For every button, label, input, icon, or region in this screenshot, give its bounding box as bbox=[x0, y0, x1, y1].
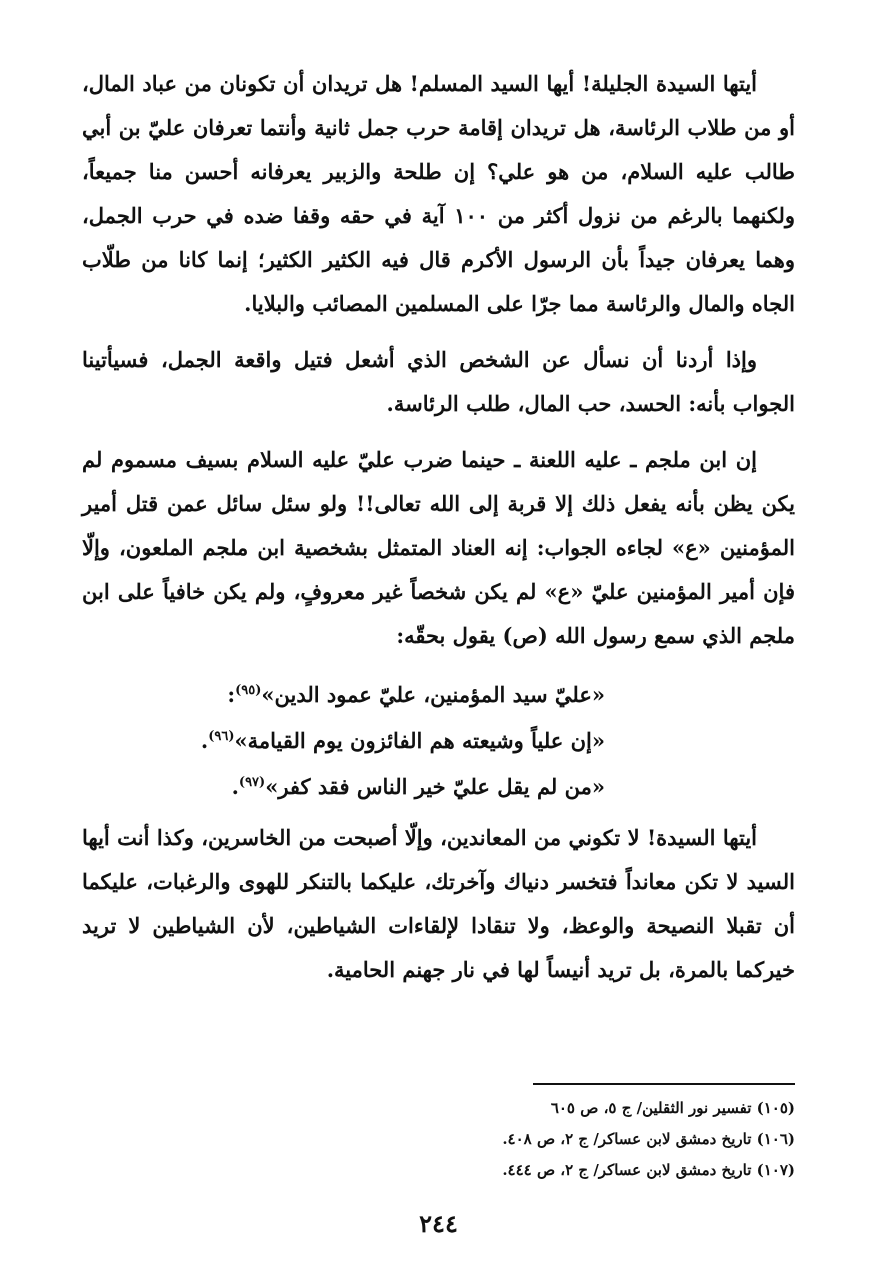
hadith-quotes bbox=[82, 670, 795, 808]
footnotes bbox=[82, 1093, 795, 1186]
paragraph-1 bbox=[82, 62, 795, 326]
hadith-2-ref: (٩٦) bbox=[208, 729, 235, 744]
page-number: ٢٤٤ bbox=[419, 1209, 458, 1238]
paragraph-2 bbox=[82, 338, 795, 426]
footnote-105: (١٠٥) تفسير نور الثقلين/ ج ٥، ص ٦٠٥ bbox=[550, 1099, 795, 1117]
paragraph-2-text: وإذا أردنا أن نسأل عن الشخص الذي أشعل فتيل واقعة الجمل، فسيأتينا الجواب بأنه: الحسد، حب المال، طلب الرئاسة. bbox=[82, 347, 795, 416]
hadith-1-text: «عليّ سيد المؤمنين، عليّ عمود الدين» bbox=[261, 682, 605, 707]
hadith-3-text: «من لم يقل عليّ خير الناس فقد كفر» bbox=[265, 774, 605, 799]
book-page bbox=[82, 62, 795, 1242]
hadith-2 bbox=[82, 716, 605, 762]
hadith-2-end: . bbox=[200, 728, 209, 753]
footnote-divider bbox=[533, 1083, 795, 1085]
paragraph-3-text: إن ابن ملجم ـ عليه اللعنة ـ حينما ضرب عليّ عليه السلام بسيف مسموم لم يكن يظن بأنه يفعل ذلك إلا قربة إلى الله تعالى!! ولو سئل سائل عمن قتل أمير المؤمنين «ع» لجاءه الجواب: إنه العناد المتمثل بشخصية ابن ملجم الملعون، وإلّا فإن أمير المؤمنين عليّ «ع» لم يكن شخصاً غير معروفٍ، ولم يكن خافياً على ابن ملجم الذي سمع رسول الله (ص) يقول بحقّه: bbox=[82, 447, 795, 648]
paragraph-4 bbox=[82, 816, 795, 992]
hadith-2-text: «إن علياً وشيعته هم الفائزون يوم القيامة» bbox=[234, 728, 605, 753]
paragraph-3 bbox=[82, 438, 795, 658]
paragraph-1-text: أيتها السيدة الجليلة! أيها السيد المسلم! هل تريدان أن تكونان من عباد المال، أو من طلاب الرئاسة، هل تريدان إقامة حرب جمل ثانية وأنتما تعرفان عليّ بن أبي طالب عليه السلام، من هو علي؟ إن طلحة والزبير يعرفانه أحسن منا جميعاً، ولكنهما بالرغم من نزول أكثر من ١٠٠ آية في حقه وقفا ضده في حرب الجمل، وهما يعرفان جيداً بأن الرسول الأكرم قال فيه الكثير الكثير؛ إنما كانا من طلّاب الجاه والمال والرئاسة مما جرّا على المسلمين المصائب والبلايا. bbox=[82, 71, 795, 316]
paragraph-4-text: أيتها السيدة! لا تكوني من المعاندين، وإلّا أصبحت من الخاسرين، وكذا أنت أيها السيد لا تكن معانداً فتخسر دنياك وآخرتك، عليكما بالتنكر للهوى والرغبات، عليكما أن تقبلا النصيحة والوعظ، ولا تنقادا لإلقاءات الشياطين، لأن الشياطين لا تريد خيركما بالمرة، بل تريد أنيساً لها في نار جهنم الحامية. bbox=[82, 825, 795, 982]
hadith-3 bbox=[82, 762, 605, 808]
hadith-1-end: : bbox=[227, 682, 236, 707]
hadith-3-end: . bbox=[231, 774, 239, 799]
hadith-1 bbox=[82, 670, 605, 716]
footnote-107: (١٠٧) تاريخ دمشق لابن عساكر/ ج ٢، ص ٤٤٤. bbox=[502, 1161, 795, 1179]
hadith-1-ref: (٩٥) bbox=[235, 683, 262, 698]
footnote-106: (١٠٦) تاريخ دمشق لابن عساكر/ ج ٢، ص ٤٠٨. bbox=[502, 1130, 795, 1148]
hadith-3-ref: (٩٧) bbox=[238, 775, 266, 790]
